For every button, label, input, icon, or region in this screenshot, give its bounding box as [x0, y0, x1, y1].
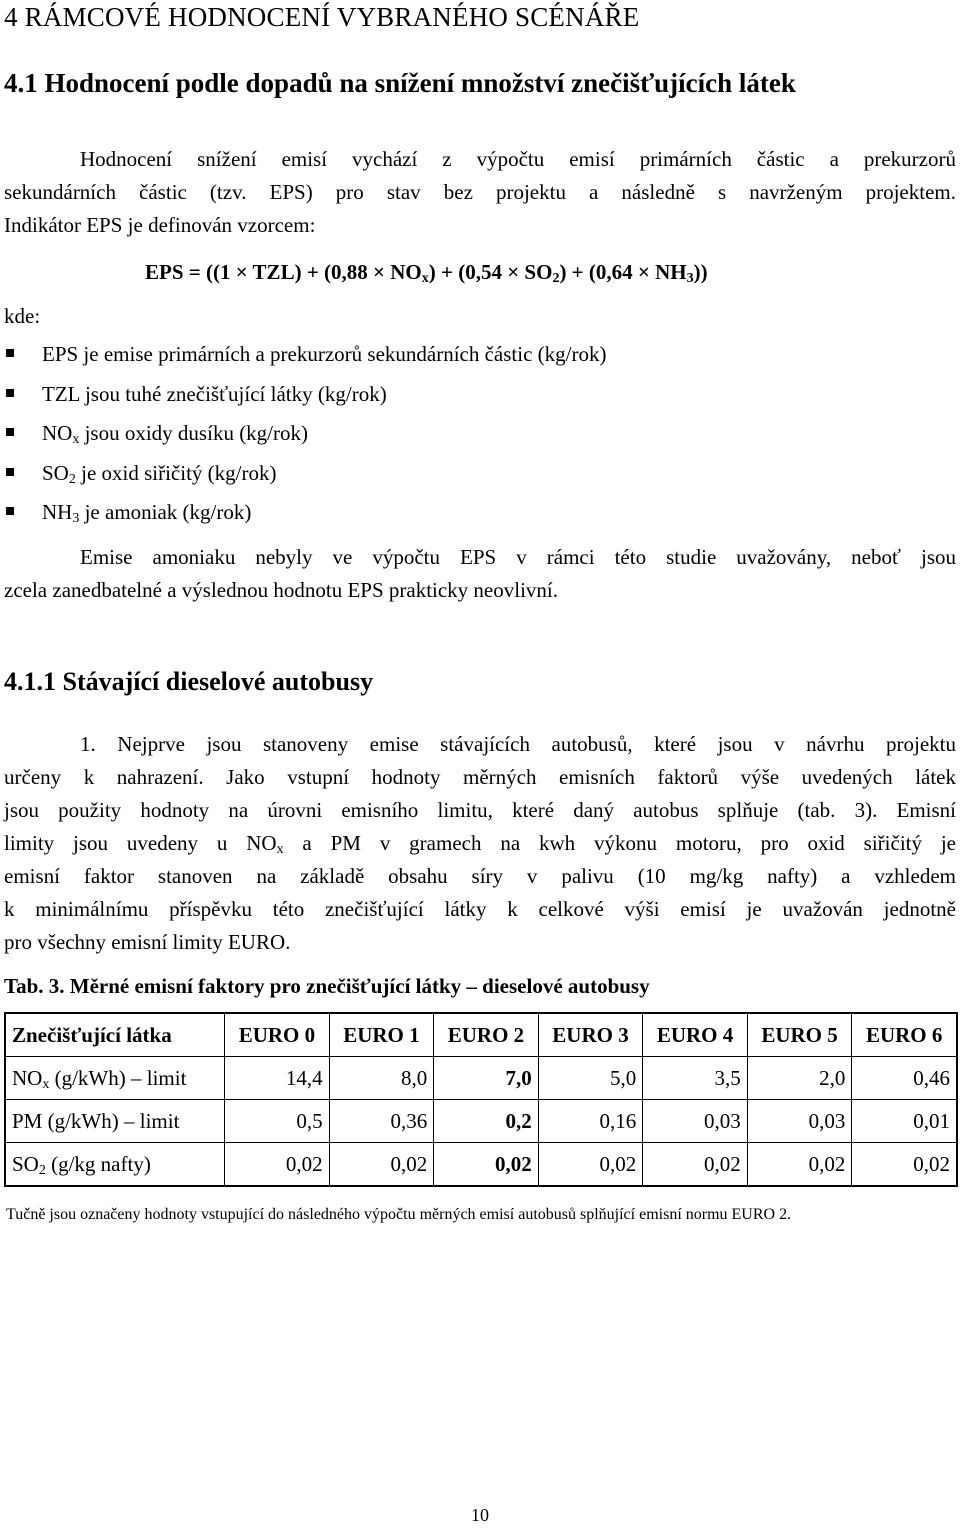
table-cell: 0,5: [225, 1100, 330, 1143]
list-item: $NO_x$ jsou oxidy dusíku (kg/rok): [6, 417, 606, 457]
list-item: TZL jsou tuhé znečišťující látky (kg/rok): [6, 378, 606, 418]
column-header: EURO 0: [225, 1013, 330, 1057]
table-header-row: [5, 1013, 957, 1057]
column-header: Znečišťující látka: [5, 1013, 225, 1057]
column-header: EURO 4: [643, 1013, 748, 1057]
body-line-2: určeny k nahrazení. Jako vstupní hodnoty měrných emisních faktorů výše uvedených látek: [4, 765, 956, 789]
definition-list: [6, 338, 606, 536]
table-cell: 0,03: [747, 1100, 852, 1143]
table-cell-highlighted: 7,0: [434, 1057, 539, 1100]
list-item: EPS je emise primárních a prekurzorů sekundárních částic (kg/rok): [6, 338, 606, 378]
column-header: EURO 2: [434, 1013, 539, 1057]
emission-factors-table: [4, 1012, 958, 1187]
body-line-7: pro všechny emisní limity EURO.: [4, 930, 291, 954]
square-bullet-icon: [6, 507, 14, 515]
subsubsection-title: 4.1.1 Stávající dieselové autobusy: [4, 667, 374, 696]
table-cell: 0,01: [852, 1100, 957, 1143]
eps-formula: EPS = $((1 \times TZL) + (0,88 \times NO_x) + (0,54 \times SO_2) + (0,64 \times NH_3))$: [145, 260, 708, 286]
table-cell: 0,03: [643, 1100, 748, 1143]
intro-line-1: Hodnocení snížení emisí vychází z výpočtu emisí primárních částic a prekurzorů: [80, 147, 956, 171]
table-row: [5, 1100, 957, 1143]
column-header: EURO 6: [852, 1013, 957, 1057]
body-line-1: 1. Nejprve jsou stanoveny emise stávajících autobusů, které jsou v návrhu projektu: [80, 732, 956, 756]
body-line-5: emisní faktor stanoven na základě obsahu síry v palivu (10 mg/kg nafty) a vzhledem: [4, 864, 956, 888]
table-cell: 0,36: [329, 1100, 434, 1143]
table-cell-highlighted: 0,02: [434, 1143, 539, 1187]
intro-line-3: Indikátor EPS je definován vzorcem:: [4, 213, 316, 237]
table-cell: 0,16: [538, 1100, 643, 1143]
table-cell: 5,0: [538, 1057, 643, 1100]
table-cell: 0,02: [225, 1143, 330, 1187]
column-header: EURO 5: [747, 1013, 852, 1057]
table-cell: 0,02: [329, 1143, 434, 1187]
square-bullet-icon: [6, 428, 14, 436]
table-cell-highlighted: 0,2: [434, 1100, 539, 1143]
list-item: $NH_3$ je amoniak (kg/rok): [6, 496, 606, 536]
square-bullet-icon: [6, 468, 14, 476]
column-header: EURO 3: [538, 1013, 643, 1057]
table-cell: 14,4: [225, 1057, 330, 1100]
ammonia-note-line-2: zcela zanedbatelné a výslednou hodnotu EPS prakticky neovlivní.: [4, 578, 559, 602]
body-line-4: limity jsou uvedeny u $NO_x$ a PM v gramech na kwh výkonu motoru, pro oxid siřičitý je: [4, 831, 956, 857]
body-line-6: k minimálnímu příspěvku této znečišťující látky k celkové výši emisí je uvažován jednotně: [4, 897, 956, 921]
list-item: $SO_2$ je oxid siřičitý (kg/rok): [6, 457, 606, 497]
row-label: $SO_2$ (g/kg nafty): [5, 1143, 225, 1187]
square-bullet-icon: [6, 349, 14, 357]
subsection-title: 4.1 Hodnocení podle dopadů na snížení množství znečišťujících látek: [4, 68, 796, 98]
table-cell: 0,46: [852, 1057, 957, 1100]
intro-line-2: sekundárních částic (tzv. EPS) pro stav bez projektu a následně s navrženým projektem.: [4, 180, 956, 204]
row-label: PM (g/kWh) – limit: [5, 1100, 225, 1143]
table-cell: 2,0: [747, 1057, 852, 1100]
section-title: 4 RÁMCOVÉ HODNOCENÍ VYBRANÉHO SCÉNÁŘE: [4, 2, 640, 32]
table-row: [5, 1143, 957, 1187]
row-label: $NO_x$ (g/kWh) – limit: [5, 1057, 225, 1100]
table-cell: 3,5: [643, 1057, 748, 1100]
where-label: kde:: [4, 304, 41, 328]
ammonia-note-line-1: Emise amoniaku nebyly ve výpočtu EPS v rámci této studie uvažovány, neboť jsou: [80, 545, 956, 569]
table-cell: 0,02: [747, 1143, 852, 1187]
table-cell: 0,02: [538, 1143, 643, 1187]
page-number: 10: [471, 1505, 489, 1525]
table-cell: 0,02: [852, 1143, 957, 1187]
column-header: EURO 1: [329, 1013, 434, 1057]
table-cell: 8,0: [329, 1057, 434, 1100]
square-bullet-icon: [6, 389, 14, 397]
table-row: [5, 1057, 957, 1100]
body-line-3: jsou použity hodnoty na úrovni emisního limitu, které daný autobus splňuje (tab. 3). Emisní: [4, 798, 956, 822]
table-cell: 0,02: [643, 1143, 748, 1187]
table-note: Tučně jsou označeny hodnoty vstupující do následného výpočtu měrných emisí autobusů splňující emisní normu EURO 2.: [6, 1206, 792, 1223]
table-caption: Tab. 3. Měrné emisní faktory pro znečišťující látky – dieselové autobusy: [4, 974, 650, 998]
